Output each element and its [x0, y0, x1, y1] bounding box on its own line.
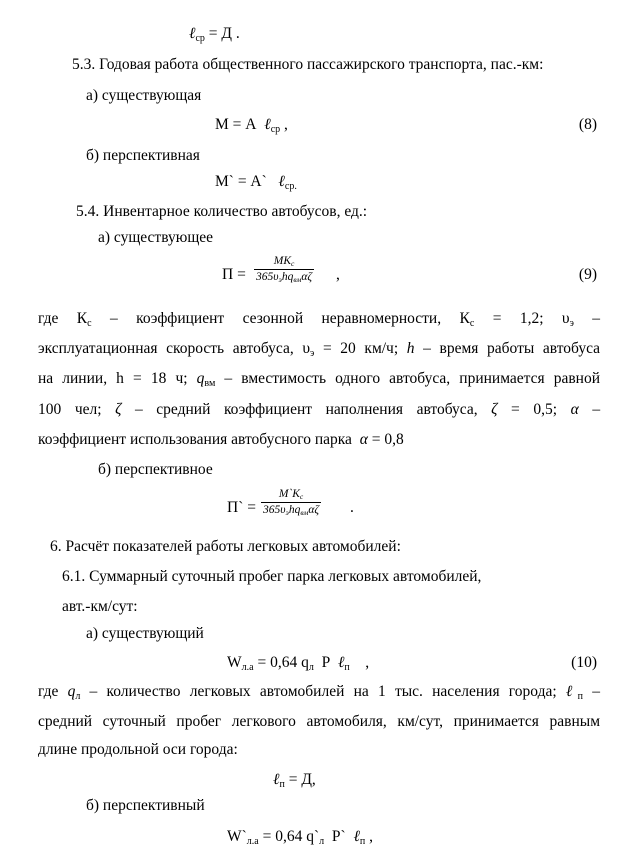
- item-a-existing-m: а) существующий: [86, 625, 204, 642]
- para2-line-1: где qл – количество легковых автомобилей на 1 тыс. населения города; ℓп –: [38, 683, 600, 702]
- fraction-p: [261, 487, 321, 518]
- fraction-p-den: 365υэhqвмαζ: [263, 504, 320, 517]
- formula-l-p: ℓп = Д,: [273, 771, 316, 790]
- fraction-9: [254, 254, 314, 285]
- section-6-1-heading-line-1: 6.1. Суммарный суточный пробег парка легковых автомобилей,: [62, 568, 482, 585]
- item-b-persp-f: б) перспективная: [86, 147, 200, 164]
- equation-9-number: (9): [578, 266, 597, 283]
- equation-9-left: П =: [222, 266, 246, 283]
- fraction-9-num: МКс: [273, 255, 295, 268]
- section-5-4-heading: 5.4. Инвентарное количество автобусов, ед.:: [76, 203, 368, 220]
- fraction-p-num: М`Кс: [278, 488, 304, 501]
- equation-8: М = А ℓср ,: [215, 116, 288, 135]
- para-line-5: коэффициент использования автобусного парка α = 0,8: [38, 431, 404, 448]
- ell-symbol: ℓ: [189, 25, 196, 42]
- para2-line-2: средний суточный пробег легкового автомобиля, км/сут, принимается равным: [38, 713, 600, 730]
- section-5-3-heading: 5.3. Годовая работа общественного пассажирского транспорта, пас.-км:: [72, 56, 544, 73]
- para-line-1: где Кс – коэффициент сезонной неравномерности, Кс = 1,2; υэ –: [38, 310, 601, 329]
- equation-10-number: (10): [571, 654, 597, 671]
- item-b-persp-m: б) перспективный: [86, 797, 205, 814]
- equation-p-left: П` =: [227, 499, 256, 516]
- item-a-existing-n: а) существующее: [98, 229, 214, 246]
- equation-8-number: (8): [578, 116, 597, 133]
- para-line-4: 100 чел; ζ – средний коэффициент наполнения автобуса, ζ = 0,5; α –: [38, 401, 601, 418]
- equation-w-persp: W`л.а = 0,64 q`л Р` ℓп ,: [227, 828, 374, 847]
- section-6-heading: 6. Расчёт показателей работы легковых автомобилей:: [50, 538, 401, 555]
- formula-l-sr: [189, 25, 240, 45]
- formula-l-sr-text: = Д .: [208, 25, 240, 42]
- equation-persp-m: М` = А` ℓср.: [215, 173, 297, 192]
- section-6-1-heading-line-2: авт.-км/сут:: [62, 598, 138, 615]
- equation-10: Wл.а = 0,64 qл Р ℓп ,: [227, 654, 370, 673]
- para2-line-3: длине продольной оси города:: [38, 741, 238, 758]
- para-line-2: эксплуатационная скорость автобуса, υэ = 20 км/ч; h – время работы автобуса: [38, 340, 601, 359]
- sub-sr: ср: [195, 33, 205, 44]
- eq-persp-left: М` = А`: [215, 173, 267, 190]
- eq8-left: М = А: [215, 116, 257, 133]
- para-line-3: на линии, h = 18 ч; qвм – вместимость одного автобуса, принимается равной: [38, 370, 601, 389]
- fraction-9-den: 365υэhqвмαζ: [256, 271, 313, 284]
- item-b-persp-n: б) перспективное: [98, 461, 213, 478]
- item-a-existing-f: а) существующая: [86, 87, 202, 104]
